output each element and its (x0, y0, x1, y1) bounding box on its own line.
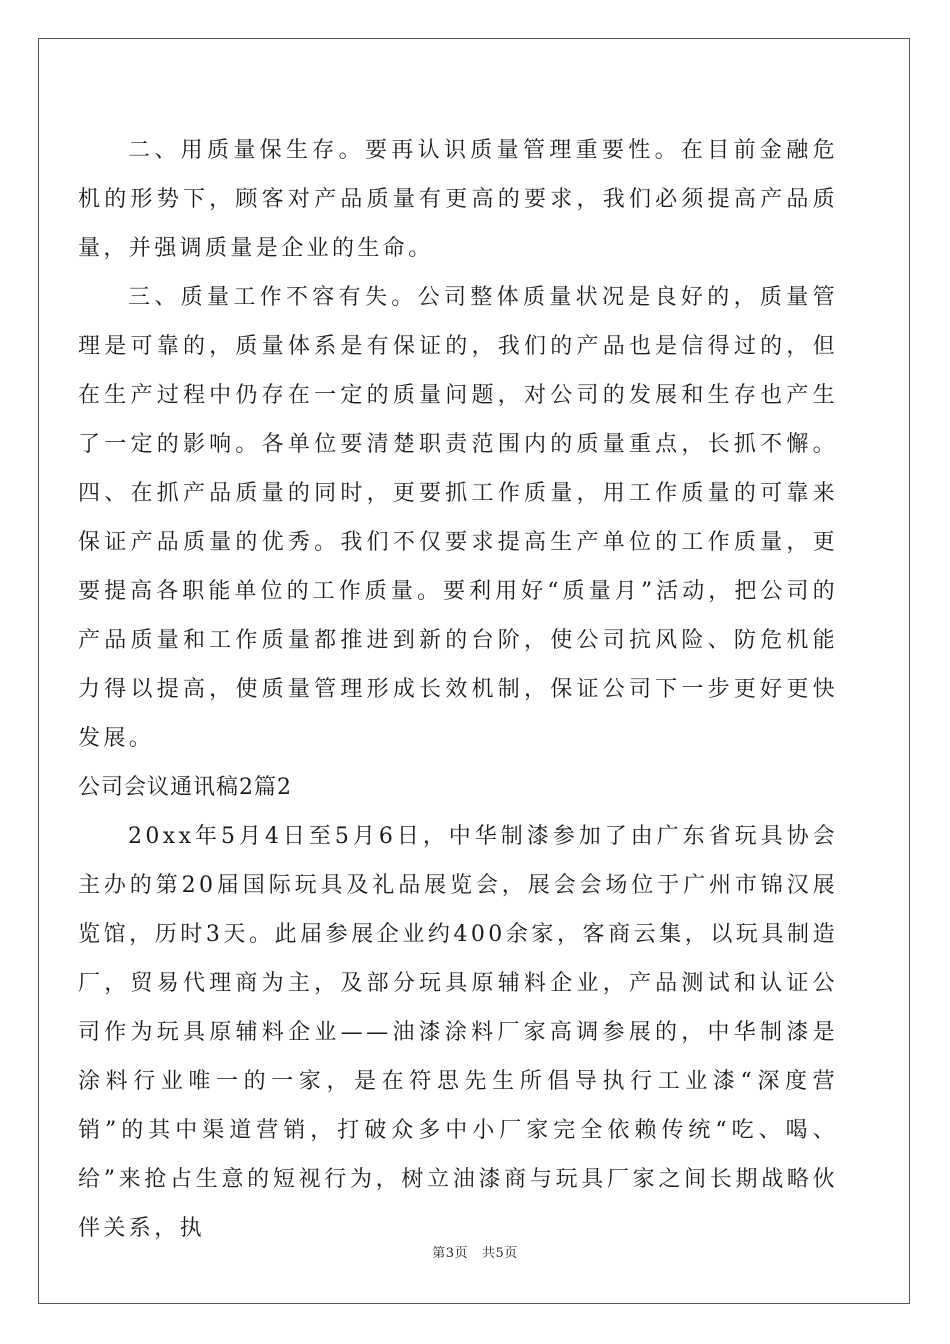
page-total: 共5页 (481, 1246, 518, 1261)
page-number: 第3页 (432, 1246, 469, 1261)
page-footer (0, 1242, 950, 1261)
paragraph-quality-survival: 二、用质量保生存。要再认识质量管理重要性。在目前金融危机的形势下，顾客对产品质量有更高的要求，我们必须提高产品质量，并强调质量是企业的生命。 (78, 138, 838, 261)
footer-gap (468, 1246, 482, 1261)
paragraph-exhibition: 20xx年5月4日至5月6日，中华制漆参加了由广东省玩具协会主办的第20届国际玩具及礼品展览会，展会会场位于广州市锦汉展览馆，历时3天。此届参展企业约400余家，客商云集，以玩具制造厂，贸易代理商为主，及部分玩具原辅料企业，产品测试和认证公司作为玩具原辅料企业——油漆涂料厂家高调参展的，中华制漆是涂料行业唯一的一家，是在符思先生所倡导执行工业漆“深度营销”的其中渠道营销，打破众多中小厂家完全依赖传统“吃、喝、给”来抢占生意的短视行为，树立油漆商与玩具厂家之间长期战略伙伴关系，执 (78, 824, 838, 1241)
document-body (78, 126, 838, 1253)
paragraph-quality-work: 三、质量工作不容有失。公司整体质量状况是良好的，质量管理是可靠的，质量体系是有保证的，我们的产品也是信得过的，但在生产过程中仍存在一定的质量问题，对公司的发展和生存也产生了一定的影响。各单位要清楚职责范围内的质量重点，长抓不懈。四、在抓产品质量的同时，更要抓工作质量，用工作质量的可靠来保证产品质量的优秀。我们不仅要求提高生产单位的工作质量，更要提高各职能单位的工作质量。要利用好“质量月”活动，把公司的产品质量和工作质量都推进到新的台阶，使公司抗风险、防危机能力得以提高，使质量管理形成长效机制，保证公司下一步更好更快发展。 (78, 285, 838, 751)
section-heading: 公司会议通讯稿2篇2 (78, 775, 292, 800)
